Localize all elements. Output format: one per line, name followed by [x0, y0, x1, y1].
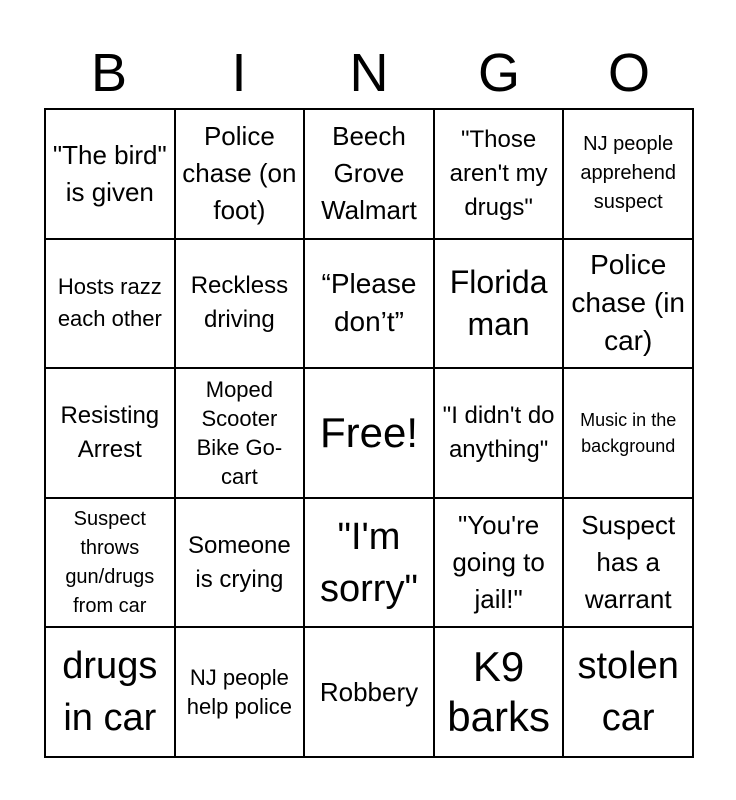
bingo-cell[interactable]	[175, 368, 305, 498]
bingo-cell[interactable]	[563, 627, 693, 757]
bingo-cell[interactable]	[45, 627, 175, 757]
cell-text: drugs in car	[62, 645, 158, 740]
bingo-cell[interactable]	[434, 368, 564, 498]
bingo-cell[interactable]	[563, 239, 693, 369]
cell-text: Florida man	[449, 264, 548, 343]
bingo-cell[interactable]	[563, 109, 693, 239]
bingo-cell[interactable]	[304, 239, 434, 369]
cell-text: Suspect has a warrant	[581, 510, 676, 615]
bingo-cell[interactable]	[563, 368, 693, 498]
bingo-cell[interactable]	[434, 627, 564, 757]
header-letter-n: N	[349, 43, 389, 103]
cell-text: "The bird" is given	[52, 139, 167, 207]
bingo-cell[interactable]	[175, 627, 305, 757]
header-letter-o: O	[607, 43, 650, 103]
bingo-cell[interactable]	[304, 109, 434, 239]
cell-text: "Those aren't my drugs"	[449, 125, 548, 221]
cell-text: Free!	[319, 408, 418, 456]
header-letter-b: B	[90, 43, 128, 103]
cell-text: NJ people apprehend suspect	[580, 133, 677, 214]
cell-text: Robbery	[319, 676, 419, 707]
cell-text: Someone is crying	[188, 531, 291, 593]
cell-text: Suspect throws gun/drugs from car	[65, 507, 155, 617]
cell-text: “Please don’t”	[321, 268, 417, 338]
bingo-cell[interactable]	[175, 498, 305, 628]
bingo-cell[interactable]	[304, 498, 434, 628]
bingo-cell[interactable]	[304, 627, 434, 757]
cell-text: Resisting Arrest	[60, 401, 160, 463]
cell-text: NJ people help police	[186, 665, 292, 720]
cell-text: "I didn't do anything"	[442, 401, 555, 463]
bingo-cell[interactable]	[434, 109, 564, 239]
bingo-cell[interactable]	[434, 239, 564, 369]
header-letter-g: G	[477, 43, 520, 103]
cell-text: Police chase (in car)	[571, 249, 685, 357]
bingo-cell[interactable]	[563, 498, 693, 628]
cell-text: Music in the background	[580, 409, 677, 456]
cell-text: Hosts razz each other	[57, 274, 162, 332]
header-letter-i: I	[231, 43, 247, 103]
bingo-cell[interactable]	[304, 368, 434, 498]
bingo-cell[interactable]	[175, 109, 305, 239]
cell-text: Reckless driving	[190, 272, 289, 334]
bingo-cell[interactable]	[45, 498, 175, 628]
cell-text: "You're going to jail!"	[452, 510, 545, 615]
bingo-header	[44, 38, 694, 108]
bingo-cell[interactable]	[434, 498, 564, 628]
cell-text: stolen car	[577, 645, 679, 740]
bingo-cell[interactable]	[45, 109, 175, 239]
bingo-grid	[44, 108, 694, 758]
cell-text: Moped Scooter Bike Go-cart	[196, 376, 283, 489]
cell-text: Beech Grove Walmart	[321, 121, 417, 226]
bingo-cell[interactable]	[45, 239, 175, 369]
cell-text: K9 barks	[447, 643, 550, 741]
bingo-cell[interactable]	[45, 368, 175, 498]
cell-text: "I'm sorry"	[320, 515, 418, 610]
bingo-cell[interactable]	[175, 239, 305, 369]
cell-text: Police chase (on foot)	[182, 121, 297, 226]
